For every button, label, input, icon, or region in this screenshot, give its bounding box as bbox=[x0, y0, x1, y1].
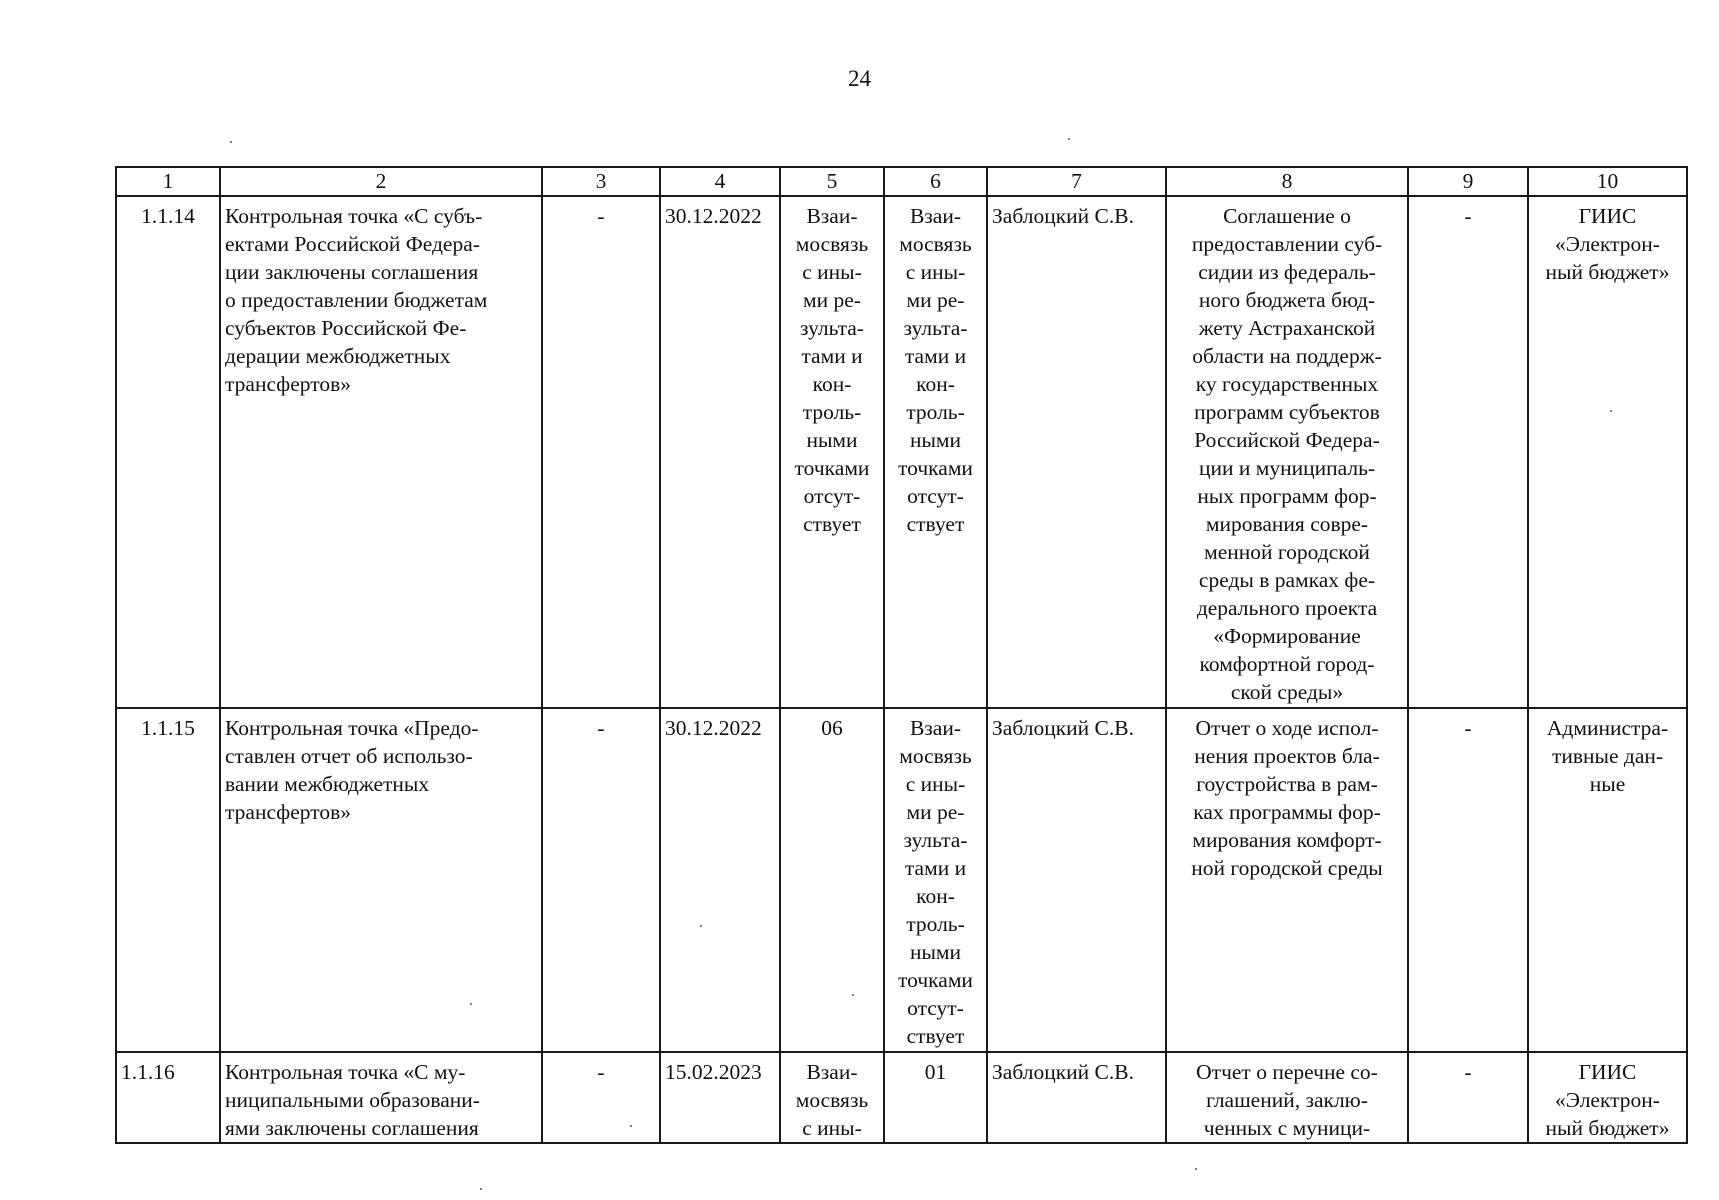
scan-speck bbox=[852, 994, 854, 996]
predecessor-cell: Взаи- мосвязь с ины- bbox=[780, 1052, 884, 1143]
scan-speck bbox=[480, 1188, 482, 1190]
row-number-cell: 1.1.14 bbox=[116, 196, 220, 708]
document-cell: Отчет о ходе испол- нения проектов бла- гоустройства в рам- ках программы фор- мирования комфорт- ной городской среды bbox=[1166, 708, 1408, 1052]
deadline-cell: 15.02.2023 bbox=[660, 1052, 780, 1143]
column-header: 2 bbox=[220, 167, 542, 196]
column-header: 3 bbox=[542, 167, 660, 196]
information-system-cell: ГИИС «Электрон- ный бюджет» bbox=[1528, 196, 1687, 708]
document-cell: Соглашение о предоставлении суб- сидии из федераль- ного бюджета бюд- жету Астраханской области на поддерж- ку государственных программ субъектов Российской Федера- ции и муниципаль- ных программ фор- мирования совре- менной городской среды в рамках фе- дерального проекта «Формирование комфортной город- ской среды» bbox=[1166, 196, 1408, 708]
row-number-cell: 1.1.15 bbox=[116, 708, 220, 1052]
control-points-table bbox=[115, 166, 1688, 1144]
control-point-name-cell: Контрольная точка «С му- ниципальными образовани- ями заключены соглашения bbox=[220, 1052, 542, 1143]
deadline-cell: 30.12.2022 bbox=[660, 196, 780, 708]
column-header: 4 bbox=[660, 167, 780, 196]
scan-speck bbox=[700, 925, 702, 927]
column-header: 7 bbox=[987, 167, 1166, 196]
successor-cell: Взаи- мосвязь с ины- ми ре- зульта- тами и кон- троль- ными точками отсут- ствует bbox=[884, 708, 987, 1052]
scan-speck bbox=[230, 141, 232, 143]
responsible-person-cell: Заблоцкий С.В. bbox=[987, 196, 1166, 708]
successor-cell: Взаи- мосвязь с ины- ми ре- зульта- тами и кон- троль- ными точками отсут- ствует bbox=[884, 196, 987, 708]
scan-speck bbox=[630, 1125, 632, 1127]
responsible-person-cell: Заблоцкий С.В. bbox=[987, 708, 1166, 1052]
scan-speck bbox=[470, 1003, 472, 1005]
scan-speck bbox=[1195, 1168, 1197, 1170]
level-cell: - bbox=[1408, 708, 1528, 1052]
scan-speck bbox=[1610, 410, 1612, 412]
scan-speck bbox=[1068, 138, 1070, 140]
header-row bbox=[116, 167, 1687, 196]
column-header: 6 bbox=[884, 167, 987, 196]
table-row bbox=[116, 196, 1687, 708]
deadline-cell: 30.12.2022 bbox=[660, 708, 780, 1052]
information-system-cell: ГИИС «Электрон- ный бюджет» bbox=[1528, 1052, 1687, 1143]
column-header: 5 bbox=[780, 167, 884, 196]
control-point-name-cell: Контрольная точка «Предо- ставлен отчет об использо- вании межбюджетных трансфертов» bbox=[220, 708, 542, 1052]
column-header: 8 bbox=[1166, 167, 1408, 196]
column-header: 9 bbox=[1408, 167, 1528, 196]
column-header: 1 bbox=[116, 167, 220, 196]
responsible-person-cell: Заблоцкий С.В. bbox=[987, 1052, 1166, 1143]
page-number: 24 bbox=[848, 66, 871, 91]
document-cell: Отчет о перечне со- глашений, заклю- ченных с муници- bbox=[1166, 1052, 1408, 1143]
column-header: 10 bbox=[1528, 167, 1687, 196]
information-system-cell: Администра- тивные дан- ные bbox=[1528, 708, 1687, 1052]
table-row bbox=[116, 708, 1687, 1052]
table-row bbox=[116, 1052, 1687, 1143]
level-cell: - bbox=[1408, 196, 1528, 708]
level-cell: - bbox=[1408, 1052, 1528, 1143]
row-number-cell: 1.1.16 bbox=[116, 1052, 220, 1143]
control-point-name-cell: Контрольная точка «С субъ- ектами Российской Федера- ции заключены соглашения о предоставлении бюджетам субъектов Российской Фе- дерации межбюджетных трансфертов» bbox=[220, 196, 542, 708]
base-value-cell: - bbox=[542, 708, 660, 1052]
predecessor-cell: 06 bbox=[780, 708, 884, 1052]
base-value-cell: - bbox=[542, 1052, 660, 1143]
predecessor-cell: Взаи- мосвязь с ины- ми ре- зульта- тами и кон- троль- ными точками отсут- ствует bbox=[780, 196, 884, 708]
successor-cell: 01 bbox=[884, 1052, 987, 1143]
base-value-cell: - bbox=[542, 196, 660, 708]
